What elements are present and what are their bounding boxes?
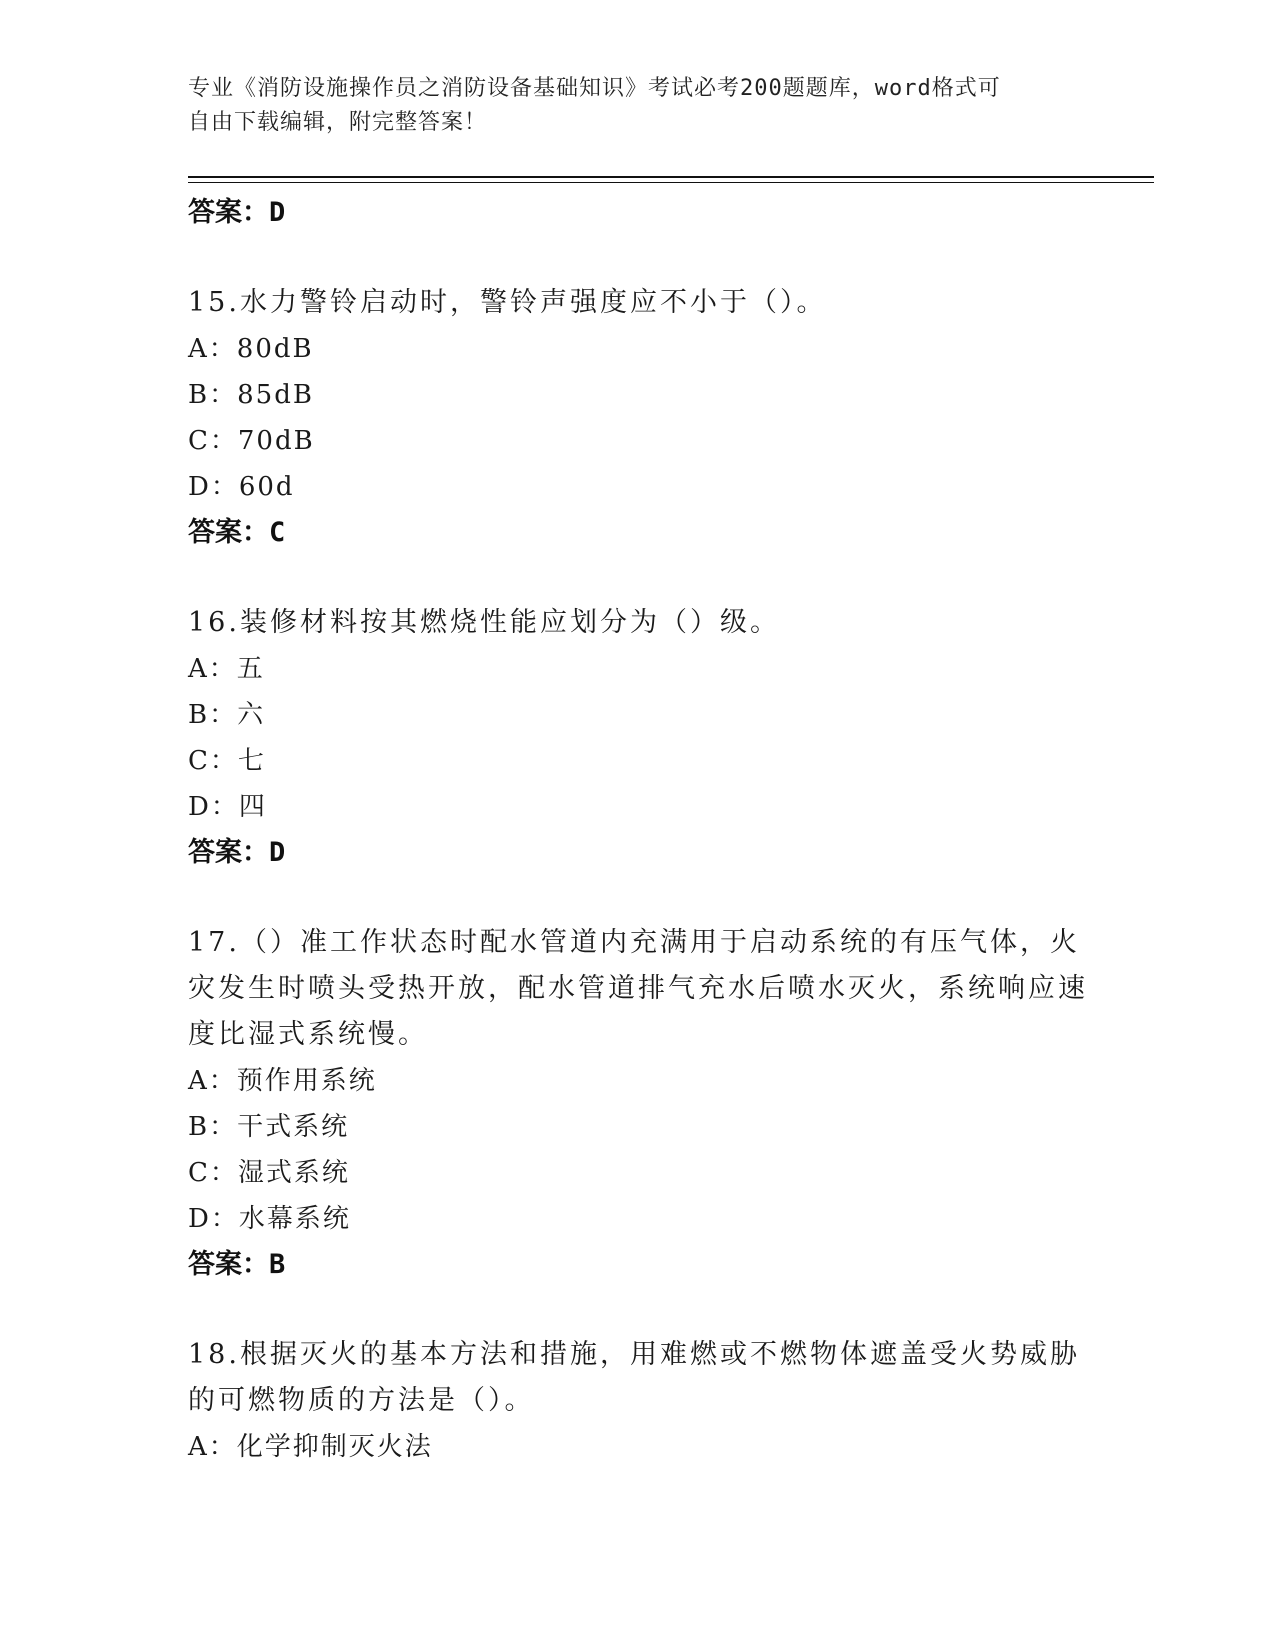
option-c: C：70dB: [188, 426, 315, 456]
option-a: A：化学抑制灭火法: [188, 1432, 433, 1462]
question-text: 15.水力警铃启动时，警铃声强度应不小于（）。: [188, 287, 827, 318]
block-spacer: [188, 1288, 1088, 1332]
header-rule-thin: [188, 182, 1154, 183]
option-d: D：60d: [188, 472, 295, 502]
answer-line: 答案：D: [188, 837, 286, 868]
option-c: C：七: [188, 746, 266, 776]
question-block-15: [188, 280, 1088, 556]
block-spacer: [188, 876, 1088, 920]
block-spacer: [188, 236, 1088, 280]
header-line-2: 自由下载编辑，附完整答案！: [188, 110, 488, 135]
option-a: A：五: [188, 654, 265, 684]
question-text: 18.根据灭火的基本方法和措施，用难燃或不燃物体遮盖受火势威胁的可燃物质的方法是（）。: [188, 1339, 1080, 1416]
option-a: A：80dB: [188, 334, 314, 364]
question-text: 16.装修材料按其燃烧性能应划分为（）级。: [188, 607, 780, 638]
answer-line: 答案：B: [188, 1249, 286, 1280]
option-a: A：预作用系统: [188, 1066, 377, 1096]
block-spacer: [188, 556, 1088, 600]
option-d: D：四: [188, 792, 267, 822]
answer-line: 答案：C: [188, 517, 286, 548]
question-list: [188, 190, 1088, 1470]
question-block-16: [188, 600, 1088, 876]
option-d: D：水幕系统: [188, 1204, 351, 1234]
question-block-17: [188, 920, 1088, 1288]
header-line-1: 专业《消防设施操作员之消防设备基础知识》考试必考200题题库，word格式可: [188, 76, 1001, 101]
option-b: B：干式系统: [188, 1112, 350, 1142]
option-b: B：六: [188, 700, 266, 730]
answer-line: 答案：D: [188, 197, 286, 228]
option-b: B：85dB: [188, 380, 314, 410]
document-header: [188, 72, 1068, 140]
option-c: C：湿式系统: [188, 1158, 350, 1188]
question-text: 17.（）准工作状态时配水管道内充满用于启动系统的有压气体，火灾发生时喷头受热开放，配水管道排气充水后喷水灭火，系统响应速度比湿式系统慢。: [188, 927, 1088, 1050]
answer-block-14: [188, 190, 1088, 236]
header-rule-thick: [188, 176, 1154, 178]
question-block-18: [188, 1332, 1088, 1470]
